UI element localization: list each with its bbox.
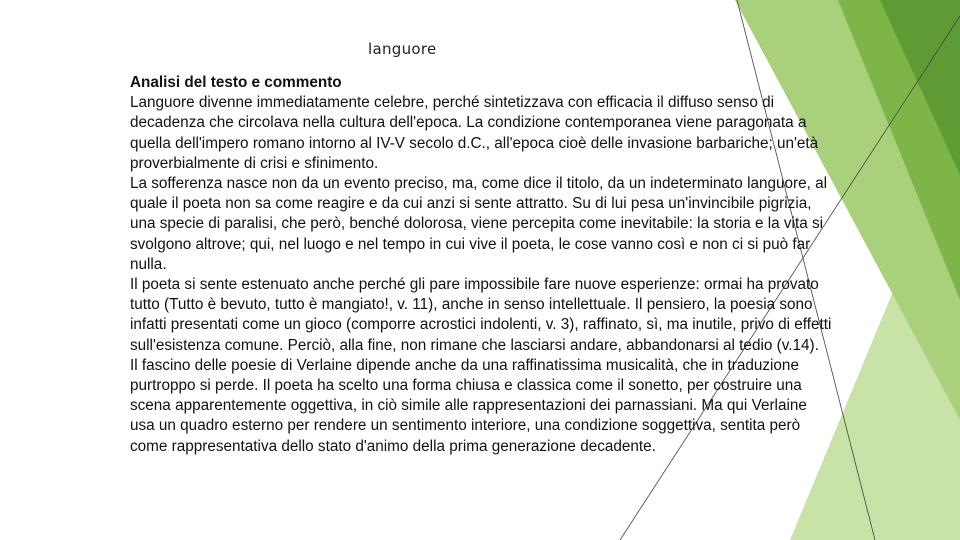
text-body (130, 73, 835, 457)
paragraph-4: Il fascino delle poesie di Verlaine dipende anche da una raffinatissima musicalità, che in traduzione purtroppo si perde. Il poeta ha scelto una forma chiusa e classica come il sonetto, per costruire una scena apparentemente oggettiva, in ciò simile alle rappresentazioni dei parnassiani. Ma qui Verlaine usa un quadro esterno per rendere un sentimento interiore, una condizione soggettiva, sentita però come rappresentativa dello stato d'animo della prima generazione decadente. (130, 356, 807, 455)
section-heading: Analisi del testo e commento (130, 74, 342, 91)
paragraph-3: Il poeta si sente estenuato anche perché gli pare impossibile fare nuove esperienze: ormai ha provato tutto (Tutto è bevuto, tutto è mangiato!, v. 11), anche in senso intellettuale. Il pensiero, la poesia sono infatti presentati come un gioco (comporre acrostici indolenti, v. 3), raffinato, sì, ma inutile, privo di effetti sull'esistenza comune. Perciò, alla fine, non rimane che lasciarsi andare, abbandonarsi al tedio (v.14). (130, 276, 832, 354)
slide-title: languore (368, 40, 437, 58)
paragraph-1: Languore divenne immediatamente celebre, perché sintetizzava con efficacia il diffuso senso di decadenza che circolava nella cultura dell'epoca. La condizione contemporanea viene paragonata a quella dell'impero romano intorno al IV-V secolo d.C., all'epoca cioè delle invasione barbariche; un'età proverbialmente di crisi e sfinimento. (130, 94, 819, 172)
paragraph-2: La sofferenza nasce non da un evento preciso, ma, come dice il titolo, da un indeterminato languore, al quale il poeta non sa come reagire e da cui anzi si sente attratto. Su di lui pesa un'invincibile pigrizia, una specie di paralisi, che però, benché dolorosa, viene percepita come inevitabile: la storia e la vita si svolgono altrove; qui, nel luogo e nel tempo in cui vive il poeta, le cose vanno così e non ci si può far nulla. (130, 175, 828, 273)
